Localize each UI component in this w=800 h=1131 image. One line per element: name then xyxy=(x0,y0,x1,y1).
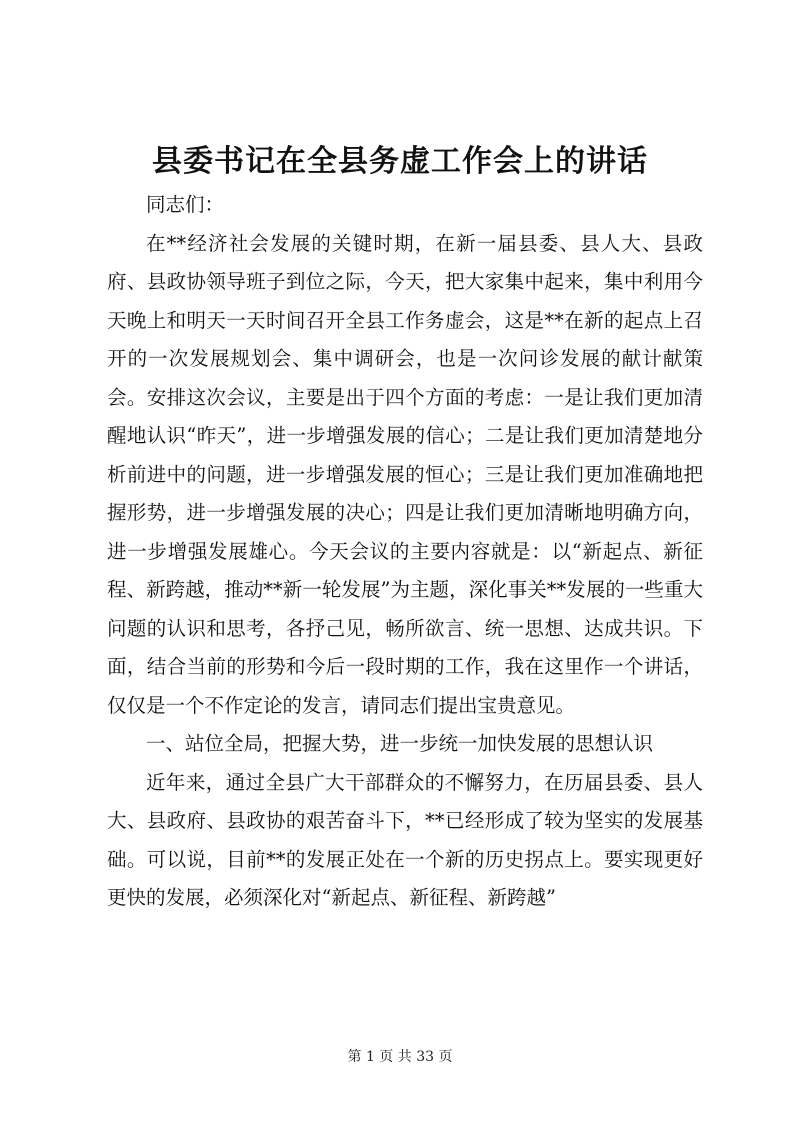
body-paragraph: 近年来，通过全县广大干部群众的不懈努力，在历届县委、县人大、县政府、县政协的艰苦奋斗下，**已经形成了较为坚实的发展基础。可以说，目前**的发展正处在一个新的历史拐点上。要实现更好更快的发展，必须深化对“新起点、新征程、新跨越” xyxy=(107,770,703,909)
document-body xyxy=(107,186,703,918)
page-footer: 第 1 页 共 33 页 xyxy=(347,1049,453,1065)
document-title: 县委书记在全县务虚工作会上的讲话 xyxy=(152,144,648,179)
intro-paragraph: 在**经济社会发展的关键时期，在新一届县委、县人大、县政府、县政协领导班子到位之际，今天，把大家集中起来，集中利用今天晚上和明天一天时间召开全县工作务虚会，这是**在新的起点上召开的一次发展规划会、集中调研会，也是一次问诊发展的献计献策会。安排这次会议，主要是出于四个方面的考虑：一是让我们更加清醒地认识“昨天”，进一步增强发展的信心；二是让我们更加清楚地分析前进中的问题，进一步增强发展的恒心；三是让我们更加准确地把握形势，进一步增强发展的决心；四是让我们更加清晰地明确方向，进一步增强发展雄心。今天会议的主要内容就是：以“新起点、新征程、新跨越，推动**新一轮发展”为主题，深化事关**发展的一些重大问题的认识和思考，各抒己见，畅所欲言、统一思想、达成共识。下面，结合当前的形势和今后一段时期的工作，我在这里作一个讲话，仅仅是一个不作定论的发言，请同志们提出宝贵意见。 xyxy=(107,231,703,717)
section-heading: 一、站位全局，把握大势，进一步统一加快发展的思想认识 xyxy=(146,732,654,755)
salutation-paragraph: 同志们： xyxy=(146,193,225,216)
